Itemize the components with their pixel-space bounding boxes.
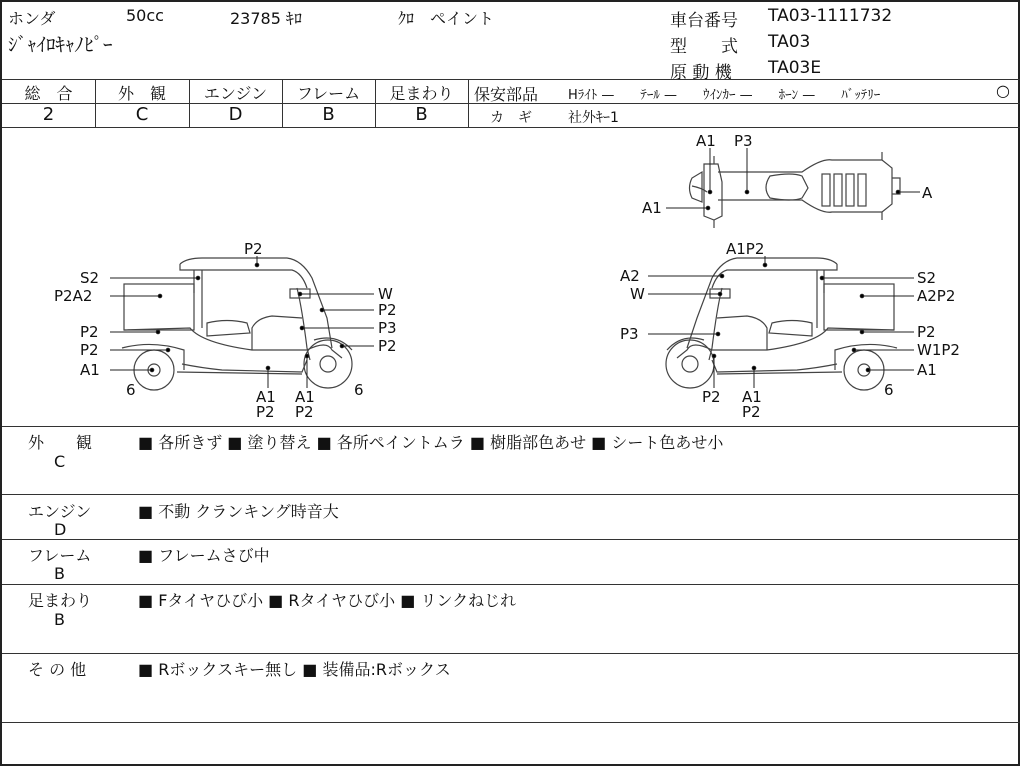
damage-label: P3 [378, 319, 397, 337]
divider [2, 539, 1020, 540]
remark-suspension-text: ■ Fタイヤひび小 ■ Rタイヤひび小 ■ リンクねじれ [138, 591, 517, 610]
damage-label: P2 [244, 240, 263, 258]
grade-engine-value: D [228, 104, 243, 125]
damage-label: A1 [80, 361, 100, 379]
remark-exterior-grade: C [54, 452, 66, 471]
color: ｸﾛ ペイント [398, 9, 495, 28]
safety-label: 保安部品 [474, 85, 539, 104]
damage-label: P2 [378, 337, 397, 355]
top-view [690, 152, 901, 228]
remark-frame-label: フレーム [28, 546, 92, 565]
damage-label: P2 [295, 403, 314, 421]
damage-label: P2 [80, 341, 99, 359]
grade-overall-label: 総 合 [24, 84, 73, 103]
damage-label: A1 [642, 199, 662, 217]
grade-overall-value: 2 [42, 104, 55, 125]
mileage: 23785 ｷﾛ [230, 9, 302, 28]
damage-label: P2 [80, 323, 99, 341]
damage-label: W [630, 285, 645, 303]
displacement: 50cc [126, 6, 164, 25]
maker: ホンダ [8, 9, 56, 28]
damage-label: P2 [742, 403, 761, 421]
remark-exterior-label: 外 観 [28, 433, 93, 452]
safety-items: Hﾗｲﾄ — ﾃｰﾙ — ｳｲﾝｶｰ — ﾎｰﾝ — ﾊﾞｯﾃﾘｰ [568, 88, 881, 103]
remark-suspension-label: 足まわり [28, 591, 93, 610]
remark-frame-grade: B [54, 564, 65, 583]
chassis-label: 車台番号 [670, 11, 738, 31]
damage-label: A1 [917, 361, 937, 379]
grade-suspension-label: 足まわり [389, 84, 454, 103]
remark-engine-grade: D [54, 520, 67, 539]
remark-engine-label: エンジン [28, 502, 92, 521]
type-value: TA03 [768, 32, 811, 52]
damage-label: 6 [884, 381, 894, 399]
divider [2, 722, 1020, 723]
damage-label: A1 [696, 132, 716, 150]
damage-label: W [378, 285, 393, 303]
grade-exterior-label: 外 観 [117, 84, 166, 103]
damage-label: S2 [80, 269, 100, 287]
chassis-value: TA03-1111732 [768, 6, 893, 26]
key-label: カ ギ [490, 110, 532, 126]
damage-label: P2A2 [54, 287, 93, 305]
grade-suspension-value: B [415, 104, 428, 125]
divider [2, 584, 1020, 585]
damage-label: P2 [702, 388, 721, 406]
damage-label: P2 [917, 323, 936, 341]
key-value: 社外ｷｰ1 [568, 110, 619, 126]
damage-label: A [922, 184, 933, 202]
damage-diagram [2, 128, 1020, 426]
engine-value: TA03E [768, 58, 822, 78]
engine-label: 原 動 機 [670, 63, 732, 83]
grade-exterior-value: C [135, 104, 149, 125]
remark-frame-text: ■ フレームさび中 [138, 546, 270, 565]
damage-label: A2 [620, 267, 640, 285]
remark-other-text: ■ Rボックスキー無し ■ 装備品:Rボックス [138, 660, 451, 679]
grade-engine-label: エンジン [203, 84, 268, 103]
damage-label: P2 [378, 301, 397, 319]
divider [2, 494, 1020, 495]
damage-label: P2 [256, 403, 275, 421]
divider [2, 653, 1020, 654]
damage-label: A1 [256, 388, 276, 406]
model-name: ｼﾞｬｲﾛｷｬﾉﾋﾟｰ [8, 34, 113, 56]
type-label: 型 式 [670, 37, 738, 57]
damage-label: A1 [742, 388, 762, 406]
divider [2, 79, 1020, 80]
damage-label: P3 [620, 325, 639, 343]
remark-other-label: そ の 他 [28, 660, 87, 679]
remark-engine-text: ■ 不動 クランキング時音大 [138, 502, 339, 521]
grade-frame-value: B [322, 104, 335, 125]
remark-exterior-text: ■ 各所きず ■ 塗り替え ■ 各所ペイントムラ ■ 樹脂部色あせ ■ シート色あせ小 [138, 433, 724, 452]
damage-label: P3 [734, 132, 753, 150]
remark-suspension-grade: B [54, 610, 65, 629]
damage-label: W1P2 [917, 341, 960, 359]
damage-label: A2P2 [917, 287, 956, 305]
divider [2, 426, 1020, 427]
damage-label: 6 [126, 381, 136, 399]
damage-label: A1P2 [726, 240, 765, 258]
damage-label: A1 [295, 388, 315, 406]
grade-frame-label: フレーム [296, 84, 361, 103]
damage-label: S2 [917, 269, 937, 287]
battery-mark: ○ [996, 81, 1010, 100]
damage-label: 6 [354, 381, 364, 399]
